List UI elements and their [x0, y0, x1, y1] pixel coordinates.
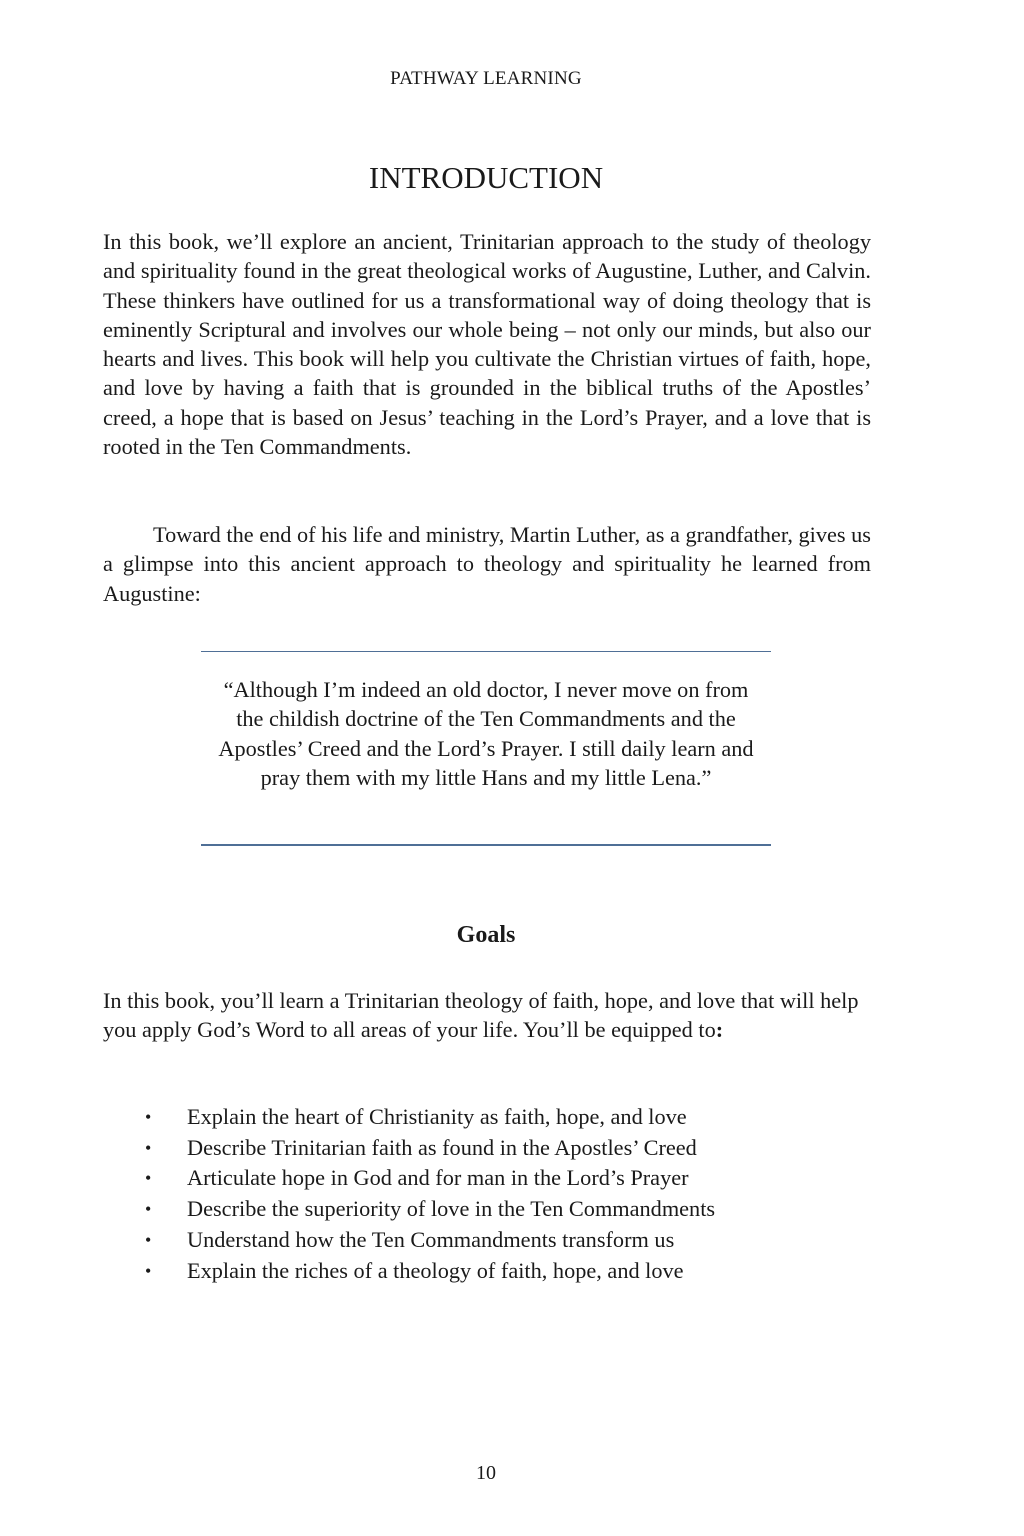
goals-list [145, 1102, 715, 1286]
chapter-title: INTRODUCTION [368, 160, 604, 195]
bullet-icon: • [145, 1168, 152, 1189]
list-item-text: Understand how the Ten Commandments transform us [187, 1226, 675, 1252]
goals-intro-text: In this book, you’ll learn a Trinitarian theology of faith, hope, and love that will help you apply God’s Word to all areas of your life. You’ll be equipped to [103, 988, 859, 1043]
pull-quote-text: “Although I’m indeed an old doctor, I never move on from the childish doctrine of the Ten Commandments and the Apostles’ Creed and the Lord’s Prayer. I still daily learn and pray them with my little Hans and my little Lena.” [218, 677, 754, 790]
pull-quote [201, 651, 771, 846]
list-item [145, 1194, 715, 1225]
list-item [145, 1163, 715, 1194]
bullet-icon: • [145, 1199, 152, 1220]
list-item [145, 1225, 715, 1256]
list-item-text: Describe Trinitarian faith as found in the Apostles’ Creed [187, 1134, 697, 1160]
bullet-icon: • [145, 1260, 152, 1281]
list-item-text: Describe the superiority of love in the Ten Commandments [187, 1196, 716, 1222]
intro-paragraph: In this book, we’ll explore an ancient, Trinitarian approach to the study of theology and spirituality found in the great theological works of Augustine, Luther, and Calvin. These thinkers have outlined for us a transformational way of doing theology that is eminently Scriptural and involves our whole being – not only our minds, but also our hearts and lives. This book will help you cultivate the Christian virtues of faith, hope, and love by having a faith that is grounded in the biblical truths of the Apostles’ creed, a hope that is based on Jesus’ teaching in the Lord’s Prayer, and a love that is rooted in the Ten Commandments. [103, 229, 871, 460]
list-item [145, 1133, 715, 1164]
bullet-icon: • [145, 1137, 152, 1158]
page-number: 10 [476, 1462, 496, 1484]
goals-intro [103, 986, 871, 1045]
list-item-text: Explain the heart of Christianity as faith, hope, and love [187, 1104, 687, 1129]
goals-intro-colon: : [715, 1017, 724, 1043]
goals-heading: Goals [456, 922, 516, 948]
list-item [145, 1102, 715, 1133]
list-item-text: Explain the riches of a theology of faith, hope, and love [187, 1257, 684, 1283]
bullet-icon: • [145, 1107, 152, 1127]
bullet-icon: • [145, 1229, 152, 1250]
running-header: PATHWAY LEARNING [390, 68, 582, 89]
list-item-text: Articulate hope in God and for man in the Lord’s Prayer [187, 1165, 689, 1191]
list-item [145, 1256, 715, 1287]
luther-paragraph: Toward the end of his life and ministry, Martin Luther, as a grandfather, gives us a glimpse into this ancient approach to theology and spirituality he learned from Augustine: [103, 522, 871, 606]
